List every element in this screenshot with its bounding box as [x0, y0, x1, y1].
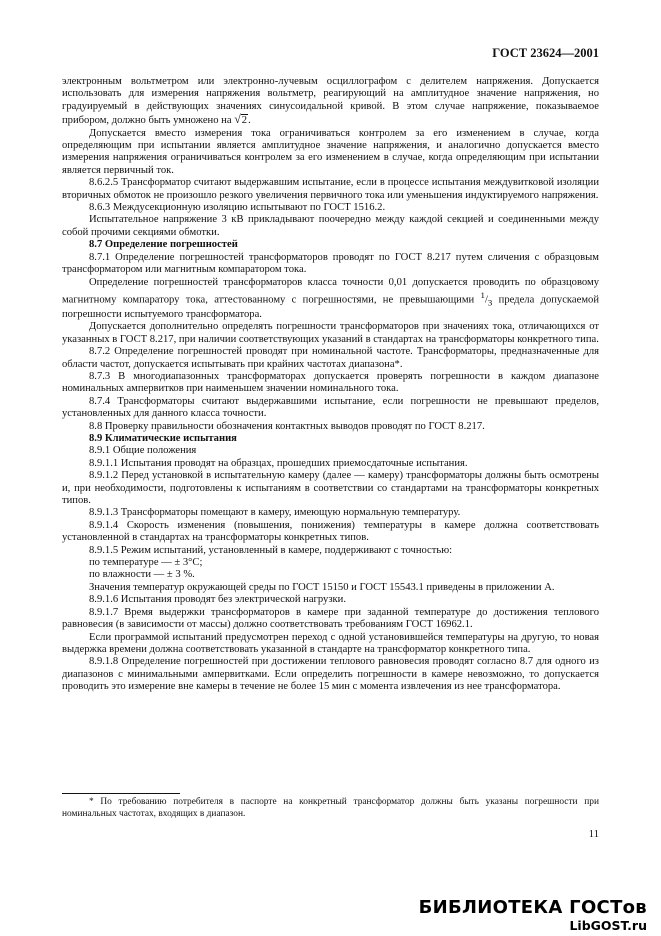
clause-8-9-1-7: 8.9.1.7 Время выдержки трансформаторов в камере при заданной температуре до достижения теплового равновесия (в зависимости от массы) должно соответствовать требованиям ГОСТ 16962.1.	[62, 606, 599, 631]
clause-8-9-1-2: 8.9.1.2 Перед установкой в испытательную камеру (далее — камеру) трансформаторы должны быть осмотрены и, при необходимости, подготовлены к испытаниям в соответствии со стандартами на трансформаторы конкретных типов.	[62, 470, 599, 507]
fraction-denominator: 3	[487, 297, 493, 308]
clause-8-9-1-3: 8.9.1.3 Трансформаторы помещают в камеру, имеющую нормальную температуру.	[89, 507, 461, 519]
document-body	[62, 76, 599, 694]
clause-8-9-1-4: 8.9.1.4 Скорость изменения (повышения, понижения) температуры в камере должна соответствовать установленной в стандартах на трансформаторы конкретных типов.	[62, 519, 599, 544]
paragraph-continuation: электронным вольтметром или электронно-лучевым осциллографом с делителем напряжения. Допускается использовать для измерения напряжения вольтметр, реагирующий на амплитудное значение напряжения, но градуируемый в действующих значениях синусоидальной кривой. В этом случае напряжение, показываемое прибором, должно быть умножено на √2.	[62, 76, 599, 127]
tolerance-temperature: по температуре — ± 3°С;	[89, 557, 203, 569]
watermark-title: БИБЛИОТЕКА ГОСТов	[418, 897, 647, 918]
footnote-divider	[62, 793, 180, 794]
clause-8-9-1-5: 8.9.1.5 Режим испытаний, установленный в камере, поддерживают с точностью:	[89, 544, 453, 556]
paragraph: Испытательное напряжение 3 кВ прикладывают поочередно между каждой секцией и соединенными между собой прочими секциями обмотки.	[62, 214, 599, 238]
clause-8-6-2-5: 8.6.2.5 Трансформатор считают выдержавшим испытание, если в процессе испытания междувитковой изоляции вторичных обмоток не произошло резкого увеличения первичного тока или уменьшения индуктируемого напряжения.	[62, 177, 599, 201]
fraction-numerator: 1	[480, 289, 485, 300]
clause-8-8: 8.8 Проверку правильности обозначения контактных выводов проводят по ГОСТ 8.217.	[89, 420, 485, 432]
sqrt-symbol: √2	[234, 112, 248, 127]
document-header: ГОСТ 23624—2001	[492, 46, 599, 60]
watermark-link[interactable]: LibGOST.ru	[569, 918, 647, 933]
clause-8-9-1: 8.9.1 Общие положения	[89, 445, 197, 457]
clause-8-9-1-8: 8.9.1.8 Определение погрешностей при достижении теплового равновесия проводят согласно 8.7 для одного из диапазонов с минимальными ампервитками. Если определить погрешности в камере невозможно, то допускается проводить это измерение вне камеры в течение не более 15 мин с момента извлечения из нее трансформатора.	[62, 656, 599, 693]
section-heading-8-9: 8.9 Климатические испытания	[89, 433, 237, 445]
section-heading-8-7: 8.7 Определение погрешностей	[89, 239, 238, 251]
clause-8-9-1-1: 8.9.1.1 Испытания проводят на образцах, прошедших приемосдаточные испытания.	[89, 457, 468, 469]
footnote: * По требованию потребителя в паспорте на конкретный трансформатор должны быть указаны погрешности при номинальных частотах, входящих в диапазон.	[62, 797, 599, 819]
page-number: 11	[588, 829, 599, 840]
clause-8-9-1-6: 8.9.1.6 Испытания проводят без электрической нагрузки.	[89, 594, 346, 606]
clause-8-6-3: 8.6.3 Междусекционную изоляцию испытывают по ГОСТ 1516.2.	[89, 202, 386, 214]
clause-8-7-1: 8.7.1 Определение погрешностей трансформаторов проводят по ГОСТ 8.217 путем сличения с образцовым трансформатором или магнитным компаратором тока.	[62, 251, 599, 276]
clause-8-7-2: 8.7.2 Определение погрешностей проводят при номинальной частоте. Трансформаторы, предназначенные для области частот, допускается испытывать при крайних частотах диапазона*.	[62, 346, 599, 370]
clause-8-7-4: 8.7.4 Трансформаторы считают выдержавшими испытание, если погрешности не превышают пределов, установленных для данного класса точности.	[62, 395, 599, 420]
paragraph: Определение погрешностей трансформаторов класса точности 0,01 допускается проводить по образцовому магнитному компаратору тока, аттестованному с погрешностями, не превышающими $^1/_3$ предела допускаемой погрешности испытуемого трансформатора.	[62, 276, 599, 320]
paragraph: Допускается дополнительно определять погрешности трансформаторов при значениях тока, отличающихся от указанных в ГОСТ 8.217, при наличии соответствующих указаний в стандартах на трансформаторы конкретного типа.	[62, 321, 599, 345]
paragraph: Если программой испытаний предусмотрен переход с одной установившейся температуры на другую, то новая выдержка времени должна соответствовать указанной в стандарте на трансформатор конкретного типа.	[62, 631, 599, 655]
paragraph: Значения температур окружающей среды по ГОСТ 15150 и ГОСТ 15543.1 приведены в приложении А.	[89, 581, 555, 593]
paragraph: Допускается вместо измерения тока ограничиваться контролем за его изменением в случае, когда определяющим при испытании является амплитудное значение напряжения, и аналогично допускается вместо измерения напряжения ограничиваться контролем за его изменением в случае, когда определяющим при испытании является первичный ток.	[62, 127, 599, 176]
tolerance-humidity: по влажности — ± 3 %.	[89, 569, 195, 581]
clause-8-7-3: 8.7.3 В многодиапазонных трансформаторах допускается проверять погрешности в каждом диапазоне номинальных ампервитков при наименьшем значении номинального тока.	[62, 370, 599, 395]
